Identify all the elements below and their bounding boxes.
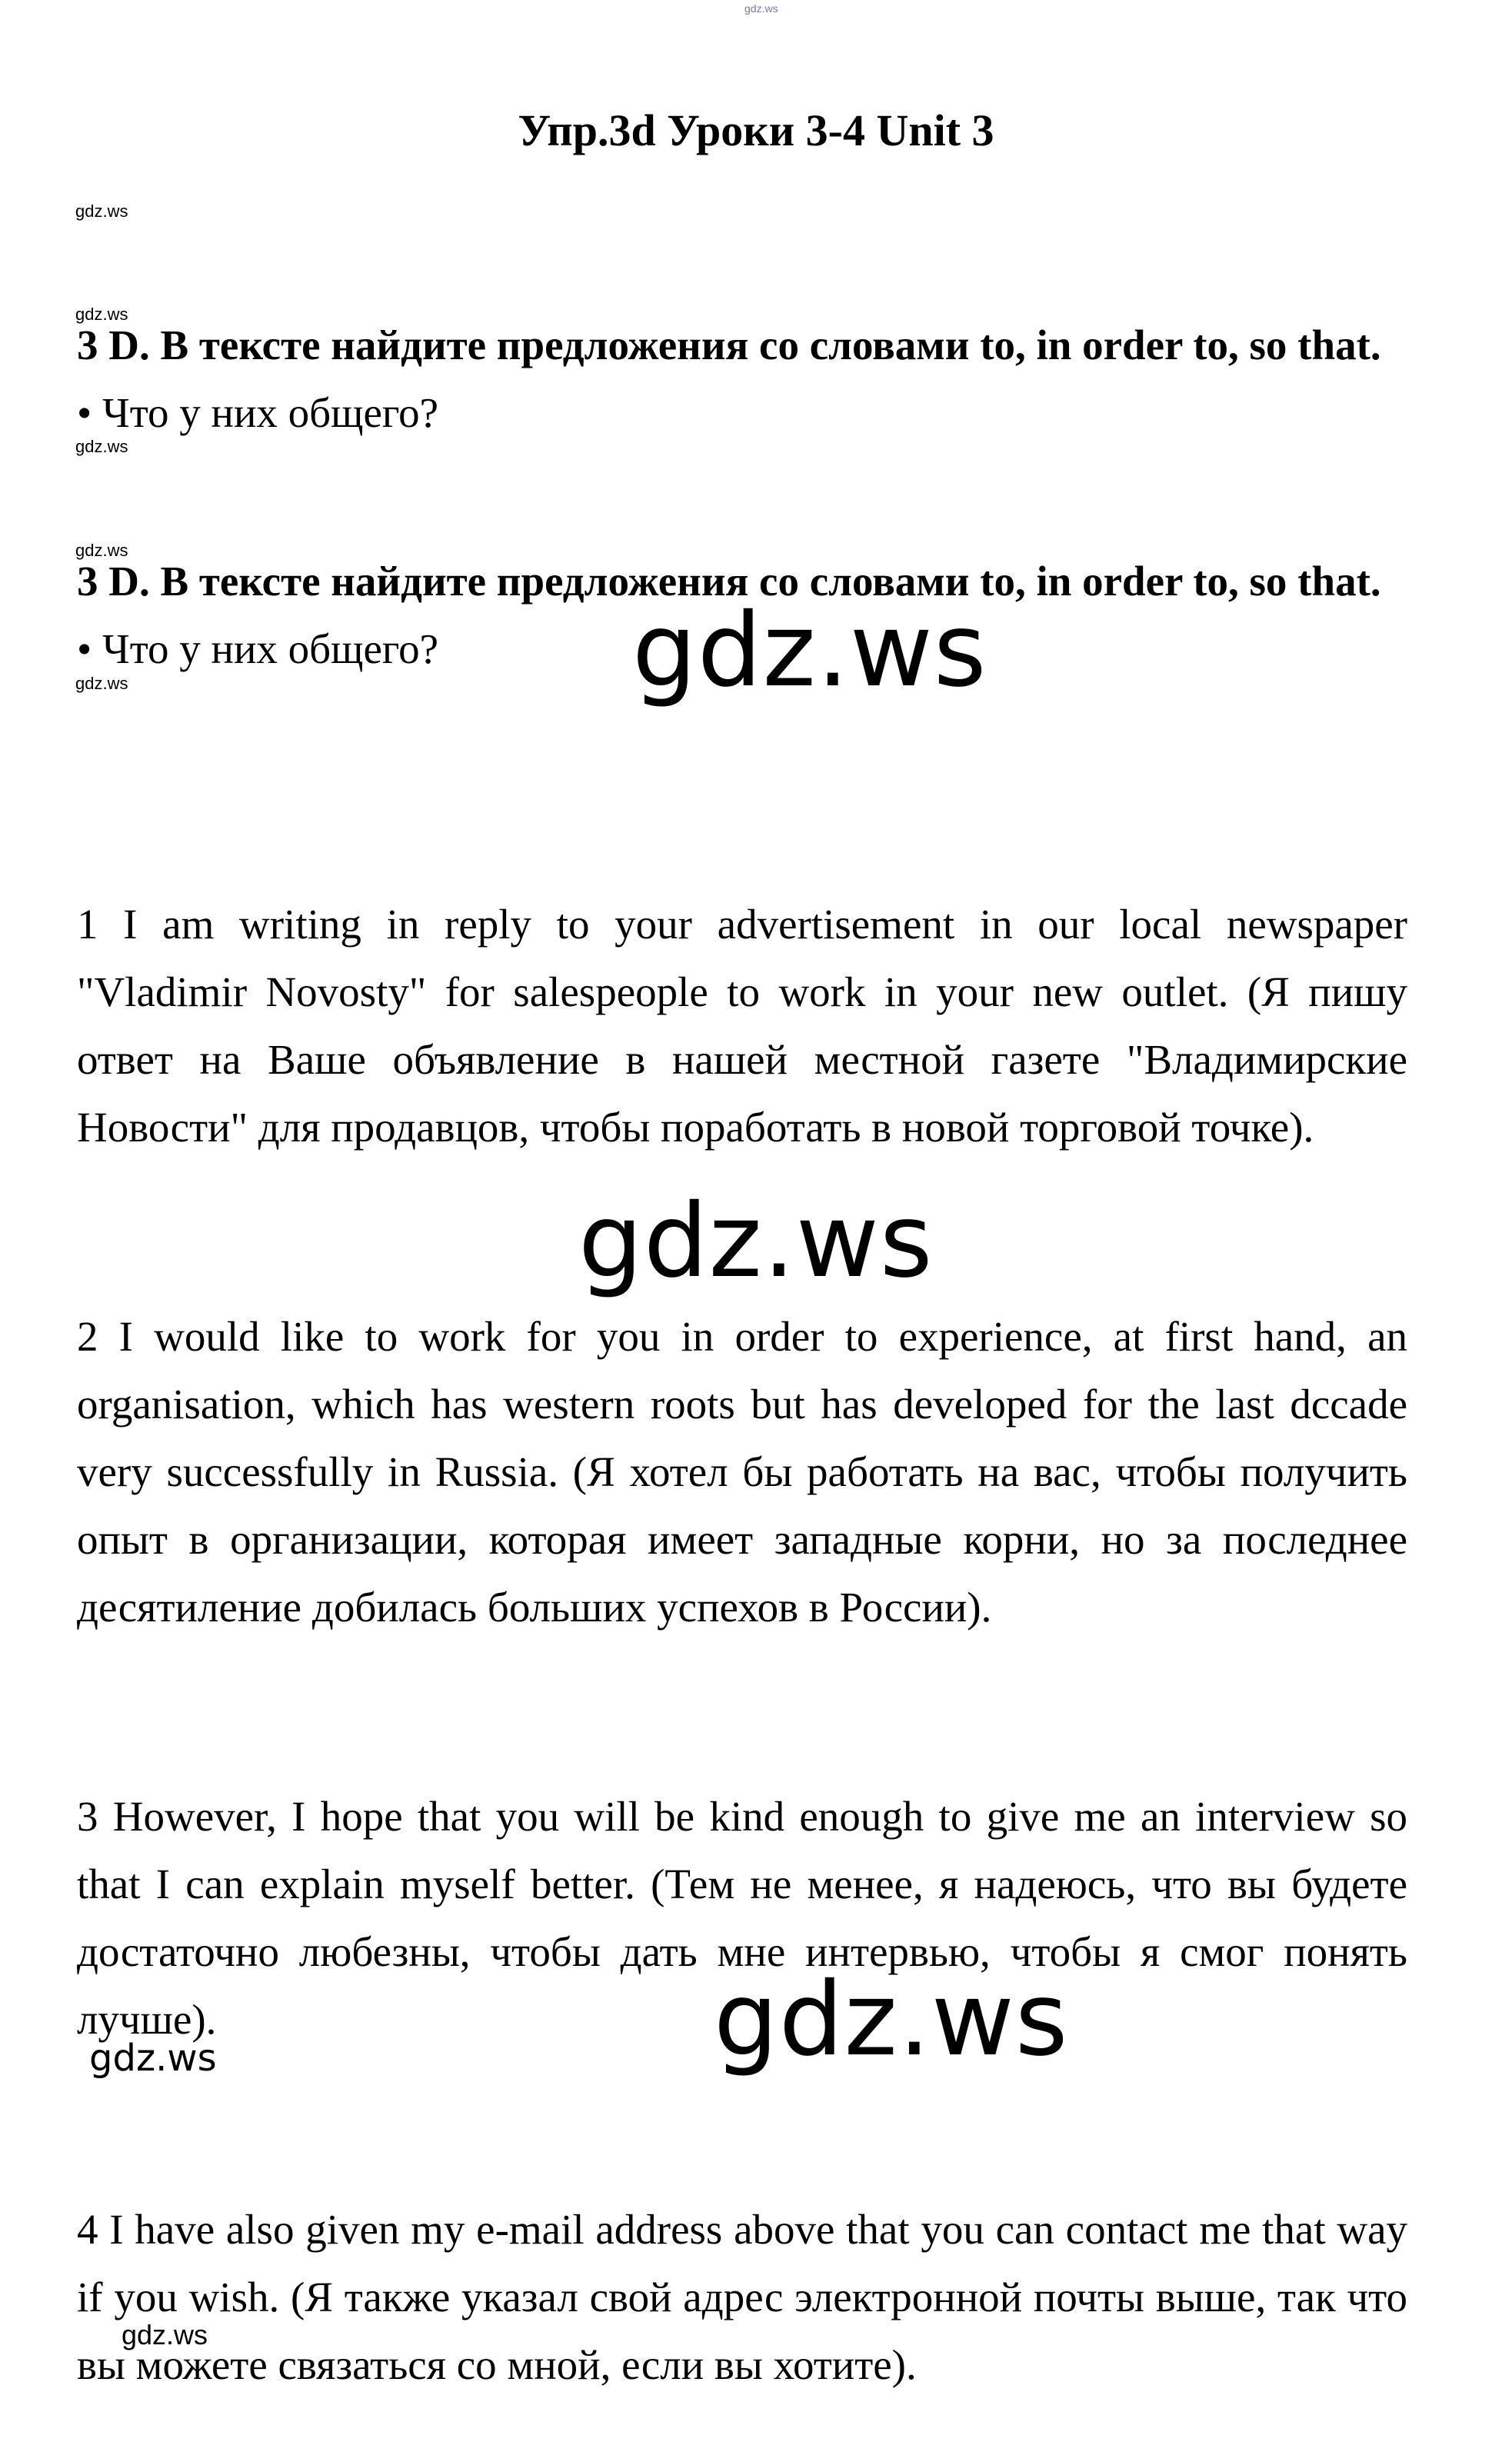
watermark-small: gdz.ws (122, 2319, 208, 2350)
watermark-small: gdz.ws (75, 437, 128, 456)
answer-paragraph: 4 I have also given my e-mail address above that you can contact me that way if you wish. (Я также указал свой адрес электронной почты выше, так что вы можете связаться со мной, если вы хотите). (77, 2206, 1407, 2388)
watermark-small: gdz.ws (75, 674, 128, 693)
answer-paragraph: 2 I would like to work for you in order to experience, at first hand, an organisation, which has western roots but has developed for the last dccade very successfully in Russia. (Я хотел бы работать на вас, чтобы получить опыт в организации, которая имеет западные корни, но за последнее десятиление добилась больших успехов в России). (77, 1313, 1407, 1631)
watermark-large: gdz.ws (578, 1182, 934, 1301)
task-block (77, 311, 1407, 447)
task-heading: 3 D. В тексте найдите предложения со словами to, in order to, so that. (77, 558, 1381, 605)
watermark-large: gdz.ws (714, 1961, 1069, 2079)
watermark-small: gdz.ws (75, 202, 128, 221)
watermark-large: gdz.ws (632, 591, 987, 710)
watermark-top: gdz.ws (744, 2, 778, 15)
task-question: • Что у них общего? (77, 389, 439, 436)
watermark-small: gdz.ws (75, 305, 128, 324)
watermark-small: gdz.ws (75, 541, 128, 560)
page-title: Упр.3d Уроки 3-4 Unit 3 (518, 105, 994, 155)
answer-paragraph: 3 However, I hope that you will be kind enough to give me an interview so that I can explain myself better. (Тем не менее, я надеюсь, что вы будете достаточно любезны, чтобы дать мне интервью, чтобы я смог понять лучше). (77, 1793, 1407, 2043)
watermark-medium: gdz.ws (89, 2037, 217, 2080)
task-heading: 3 D. В тексте найдите предложения со словами to, in order to, so that. (77, 321, 1381, 368)
answer-paragraph: 1 I am writing in reply to your advertisement in our local newspaper "Vladimir Novosty" for salespeople to work in your new outlet. (Я пишу ответ на Ваше объявление в нашей местной газете "Владимирские Новости" для продавцов, чтобы поработать в новой торговой точке). (77, 901, 1407, 1151)
task-question: • Что у них общего? (77, 625, 439, 672)
